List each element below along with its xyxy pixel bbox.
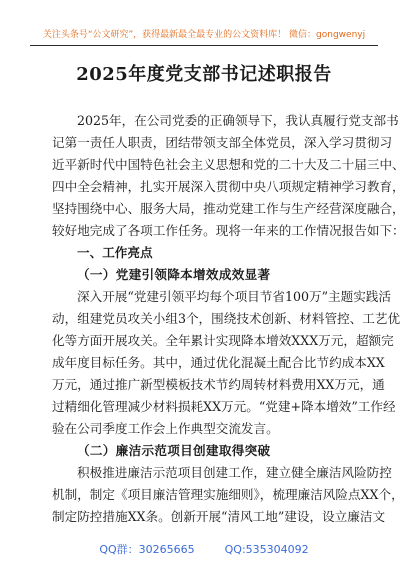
paragraph-line: 过精细化管理减少材料损耗XX万元。“党建+降本增效”工作经 [52, 399, 396, 414]
paragraph-line: 成年度目标任务。其中，通过优化混凝土配合比节约成本XX [52, 355, 385, 370]
header-banner: 关注头条号“公文研究”，获得最新最全最专业的公文资料库！ 微信：gongwenyj [42, 30, 366, 40]
paragraph-line: 动，组建党员攻关小组3个，围绕技术创新、材料管控、工艺优 [52, 311, 401, 326]
subsection-heading: （二）廉洁示范项目创建取得突破 [77, 443, 271, 458]
document-title: 2025年度党支部书记述职报告 [76, 64, 332, 85]
paragraph-line: 验在公司季度工作会上作典型交流发言。 [52, 421, 279, 436]
paragraph-line: 化等方面开展攻关。全年累计实现降本增效XXX万元，超额完 [52, 333, 394, 348]
intro-line: 记第一责任人职责，团结带领支部全体党员，深入学习贯彻习 [52, 135, 393, 150]
intro-line: 较好地完成了各项工作任务。现将一年来的工作情况报告如下： [52, 223, 405, 238]
footer-qq-group: QQ群：30265665 [99, 543, 195, 556]
paragraph-line: 积极推进廉洁示范项目创建工作，建立健全廉洁风险防控 [77, 465, 392, 480]
paragraph-line: 机制，制定《项目廉洁管理实施细则》，梳理廉洁风险点XX个， [52, 487, 404, 502]
subsection-heading: （一）党建引领降本增效成效显著 [77, 267, 271, 282]
paragraph-line: 深入开展“党建引领平均每个项目节省100万”主题实践活 [77, 289, 391, 304]
document-body [52, 110, 405, 528]
intro-line: 坚持围绕中心、服务大局，推动党建工作与生产经营深度融合， [52, 201, 405, 216]
intro-line: 2025年，在公司党委的正确领导下，我认真履行党支部书 [77, 113, 399, 128]
intro-line: 四中全会精神，扎实开展深入贯彻中央八项规定精神学习教育， [52, 179, 405, 194]
intro-line: 近平新时代中国特色社会主义思想和党的二十大及二十届三中、 [52, 157, 405, 172]
page-footer [0, 541, 408, 557]
footer-qq: QQ:535304092 [224, 543, 309, 556]
header-divider [30, 45, 378, 46]
paragraph-line: 制定防控措施XX条。创新开展“清风工地”建设，设立廉洁文 [52, 509, 386, 524]
paragraph-line: 万元，通过推广新型模板技术节约周转材料费用XX万元，通 [52, 377, 385, 392]
section-heading: 一、工作亮点 [77, 245, 153, 260]
